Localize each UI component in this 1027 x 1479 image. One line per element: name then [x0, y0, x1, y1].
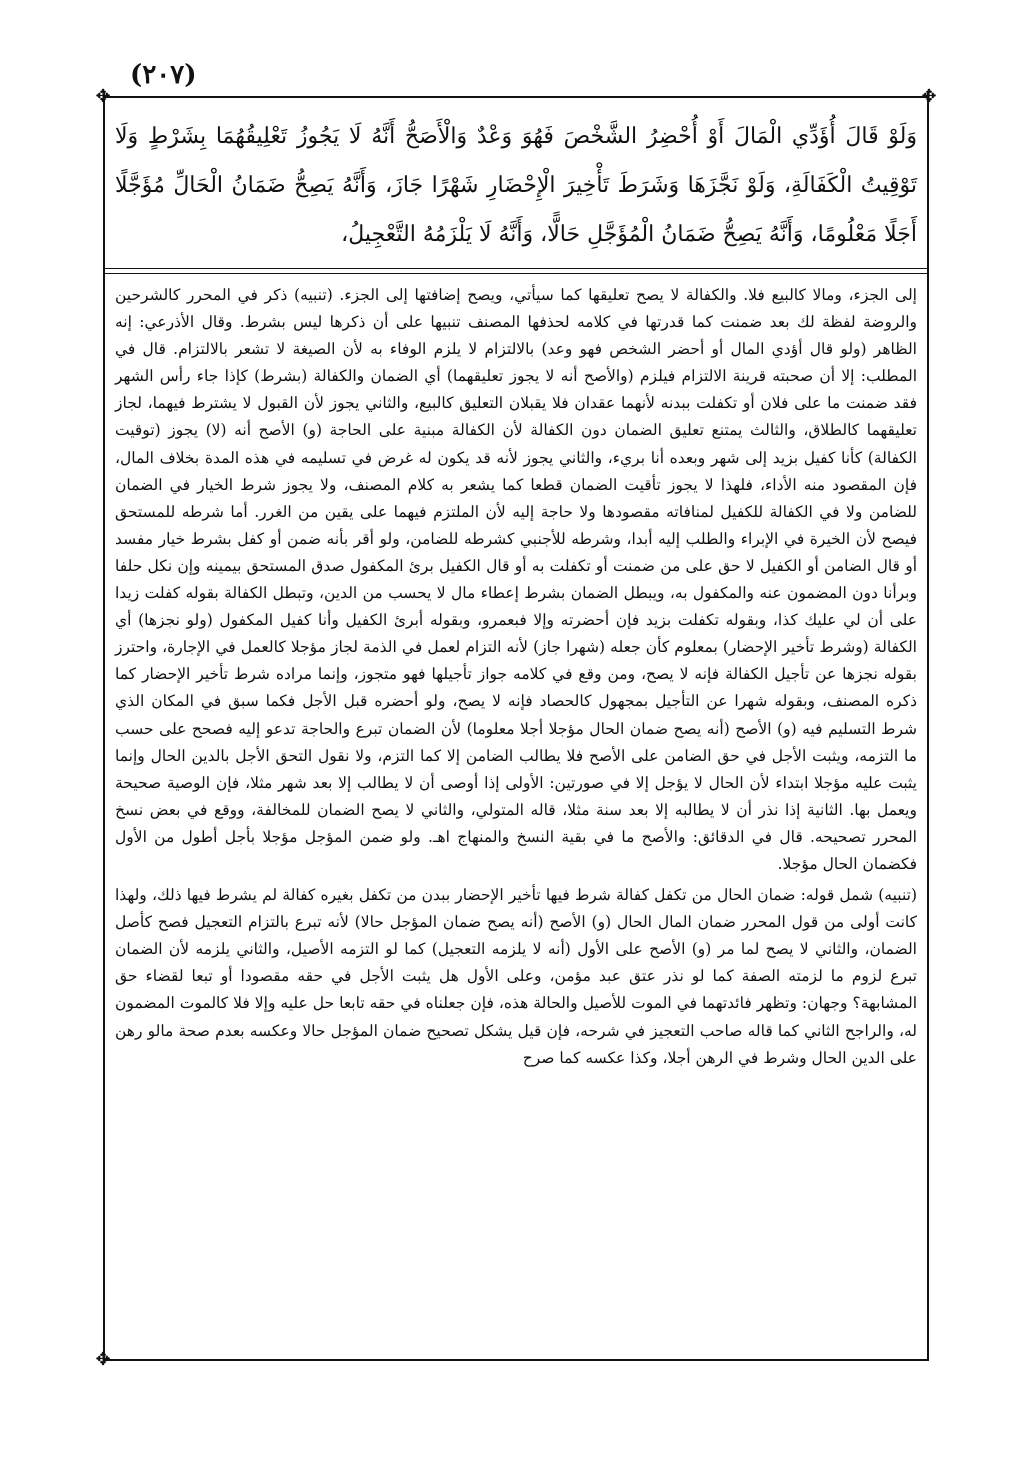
page-number: (٢٠٧) — [130, 60, 197, 90]
frame-left-rule — [103, 92, 105, 1361]
commentary-block — [115, 282, 917, 1072]
frame-right-rule — [927, 92, 929, 1361]
section-separator-secondary — [103, 273, 929, 274]
main-text: وَلَوْ قَالَ أُؤَدِّي الْمَالَ أَوْ أُحْضِرُ الشَّخْصَ فَهُوَ وَعْدٌ وَالْأَصَحُّ أَنَّهُ لَا يَجُوزُ تَعْلِيقُهُمَا بِشَرْطٍ وَلَا تَوْقِيتُ الْكَفَالَةِ، وَلَوْ نَجَّزَهَا وَشَرَطَ تَأْخِيرَ الْإِحْضَارِ شَهْرًا جَازَ، وَأَنَّهُ يَصِحُّ ضَمَانُ الْحَالِّ مُؤَجَّلًا أَجَلًا مَعْلُومًا، وَأَنَّهُ يَصِحُّ ضَمَانُ الْمُؤَجَّلِ حَالًّا، وَأَنَّهُ لَا يَلْزَمُهُ التَّعْجِيلُ، — [115, 124, 917, 247]
frame-bottom-rule — [103, 1359, 929, 1361]
ornament-icon-top-left: ✥ — [95, 86, 111, 107]
commentary-paragraph-1: إلى الجزء، ومالا كالبيع فلا. والكفالة لا يصح تعليقها كما سيأتي، ويصح إضافتها إلى الجزء. (تنبيه) ذكر في المحرر كالشرحين والروضة لفظة لك بعد ضمنت كما قدرتها في كلامه لحذفها المصنف تنبيها على أن ذكرها ليس بشرط. وقال الأذرعي: إنه الظاهر (ولو قال أؤدي المال أو أحضر الشخص فهو وعد) بالالتزام لا يلزم الوفاء به لأن الصيغة لا تشعر بالالتزام. قال في المطلب: إلا أن صحبته قرينة الالتزام فيلزم (والأصح أنه لا يجوز تعليقهما) أي الضمان والكفالة (بشرط) كإذا جاء رأس الشهر فقد ضمنت ما على فلان أو تكفلت ببدنه لأنهما عقدان فلا يقبلان التعليق كالبيع، والثاني يجوز لأن القبول لا يشترط فيهما، لجاز تعليقهما كالطلاق، والثالث يمتنع تعليق الضمان دون الكفالة لأن الكفالة مبنية على الحاجة (و) الأصح أنه (لا) يجوز (توقيت الكفالة) كأنا كفيل بزيد إلى شهر وبعده أنا بريء، والثاني يجوز لأنه قد يكون له غرض في تسليمه في هذه المدة بخلاف المال، فإن المقصود منه الأداء، فلهذا لا يجوز تأقيت الضمان قطعا كما يشعر به كلام المصنف، ولا يجوز شرط الخيار في الضمان للضامن ولا في الكفالة للكفيل لمنافاته مقصودها ولا حاجة إليه لأن الملتزم فيهما على يقين من الغرر. أما شرطه للمستحق فيصح لأن الخيرة في الإبراء والطلب إليه أبدا، وشرطه للأجنبي كشرطه للضامن، ولو أقر بأنه ضمن أو كفل بشرط خيار مفسد أو قال الضامن أو الكفيل لا حق على من ضمنت أو تكفلت به أو قال الكفيل برئ المكفول صدق المستحق بيمينه وإن نكل حلفا وبرأنا دون المضمون عنه والمكفول به، ويبطل الضمان بشرط إعطاء مال لا يحسب من الدين، وتبطل الكفالة بقوله كفلت زيدا على أن لي عليك كذا، وبقوله تكفلت بزيد فإن أحضرته وإلا فبعمرو، وبقوله أبرئ الكفيل وأنا كفيل المكفول (ولو نجزها) أي الكفالة (وشرط تأخير الإحضار) بمعلوم كأن جعله (شهرا جاز) لأنه التزام لعمل في الذمة لجاز مؤجلا كالعمل في الإجارة، واحترز بقوله نجزها عن تأجيل الكفالة فإنه لا يصح، ومن وقع في كلامه جواز تأجيلها فهو متجوز، وإنما مراده شرط تأخير الإحضار كما ذكره المصنف، وبقوله شهرا عن التأجيل بمجهول كالحصاد فإنه لا يصح، ولو أحضره قبل الأجل فكما سبق في المكان الذي شرط التسليم فيه (و) الأصح (أنه يصح ضمان الحال مؤجلا أجلا معلوما) لأن الضمان تبرع والحاجة تدعو إليه فصحح على حسب ما التزمه، ويثبت الأجل في حق الضامن على الأصح فلا يطالب الضامن إلا كما التزم، ولا نقول التحق الأجل بالدين الحال وإنما يثبت عليه مؤجلا ابتداء لأن الحال لا يؤجل إلا في صورتين: الأولى إذا أوصى أن لا يطالب إلا بعد شهر مثلا، فإن الوصية صحيحة ويعمل بها. الثانية إذا نذر أن لا يطالبه إلا بعد سنة مثلا، قاله المتولي، والثاني لا يصح الضمان للمخالفة، ووقع في بعض نسخ المحرر تصحيحه. قال في الدقائق: والأصح ما في بقية النسخ والمنهاج اهـ. ولو ضمن المؤجل مؤجلا بأجل أطول من الأول فكضمان الحال مؤجلا. — [115, 286, 917, 873]
commentary-paragraph-2: (تنبيه) شمل قوله: ضمان الحال من تكفل كفالة شرط فيها تأخير الإحضار ببدن من تكفل بغيره كفالة لم يشرط فيها ذلك، ولهذا كانت أولى من قول المحرر ضمان المال الحال (و) الأصح (أنه يصح ضمان المؤجل حالا) لأنه تبرع بالتزام التعجيل فصح كأصل الضمان، والثاني لا يصح لما مر (و) الأصح على الأول (أنه لا يلزمه التعجيل) كما لو التزمه الأصيل، والثاني يلزمه لأن الضمان تبرع لزوم ما لزمته الصفة كما لو نذر عتق عبد مؤمن، وعلى الأول هل يثبت الأجل في حقه مقصودا أو تبعا لقضاء حق المشابهة؟ وجهان: وتظهر فائدتهما في الموت للأصيل والحالة هذه، فإن جعلناه في حقه تابعا حل عليه وإلا فلا كالموت المضمون له، والراجح الثاني كما قاله صاحب التعجيز في شرحه، فإن قيل يشكل تصحيح ضمان المؤجل حالا وعكسه بعدم صحة مالو رهن على الدين الحال وشرط في الرهن أجلا، وكذا عكسه كما صرح — [115, 886, 917, 1067]
ornament-icon-bottom-left: ✥ — [95, 1349, 111, 1370]
main-text-block — [115, 112, 917, 259]
frame-top-rule — [103, 96, 929, 98]
section-separator — [103, 268, 929, 269]
ornament-icon-top-right: ✥ — [921, 86, 937, 107]
